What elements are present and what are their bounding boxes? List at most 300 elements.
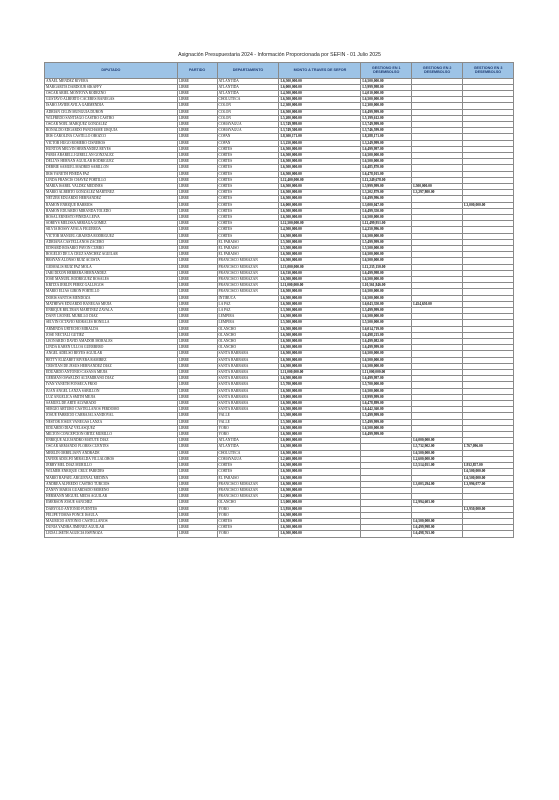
desembolso-1-cell: L6,500,000.00 [361, 295, 412, 301]
desembolso-2-cell: L6,500,000.00 [412, 450, 463, 456]
desembolso-1-cell: L3,499,999.00 [361, 308, 412, 314]
departamento-cell: COLON [217, 109, 279, 115]
partido-cell: LIBRE [177, 177, 217, 183]
departamento-cell: FRANCISCO MORAZAN [217, 264, 279, 270]
partido-cell: LIBRE [177, 357, 217, 363]
departamento-cell: CORTES [217, 171, 279, 177]
partido-cell: LIBRE [177, 463, 217, 469]
monto-cell: L6,500,000.00 [279, 450, 361, 456]
partido-cell: LIBRE [177, 146, 217, 152]
diputado-cell: DORIS SANTOS MENDOZA [45, 295, 178, 301]
desembolso-1-cell: L6,485,870.00 [361, 165, 412, 171]
partido-cell: LIBRE [177, 140, 217, 146]
departamento-cell: CORTES [217, 463, 279, 469]
monto-cell: L6,500,000.00 [279, 339, 361, 345]
departamento-cell: YORO [217, 531, 279, 537]
diputado-cell: VICTOR MANUEL GRAJEDA RODRIGUEZ [45, 233, 178, 239]
diputado-cell: EMERSON JOSUE SANCHEZ [45, 500, 178, 506]
monto-cell: L5,500,000.00 [279, 413, 361, 419]
monto-cell: L6,500,000.00 [279, 301, 361, 307]
diputado-cell: BRAYAN ALONSO RUIZ ACOSTA [45, 258, 178, 264]
monto-cell: L6,500,000.00 [279, 469, 361, 475]
monto-cell: L6,500,000.00 [279, 531, 361, 537]
desembolso-1-cell: L11,000,000.00 [361, 370, 412, 376]
departamento-cell: LEMPIRA [217, 320, 279, 326]
monto-cell: L6,500,000.00 [279, 208, 361, 214]
table-row [45, 531, 514, 537]
diputado-cell: SAMUEL DE ARTE ALVARADO [45, 401, 178, 407]
desembolso-1-cell: L6,500,000.00 [361, 351, 412, 357]
desembolso-3-cell: L3,996,077.00 [463, 481, 514, 487]
desembolso-1-cell: L5,999,999.00 [361, 183, 412, 189]
diputado-cell: SILVIA ROSSY AYALA FIGUEROA [45, 227, 178, 233]
partido-cell: LIBRE [177, 190, 217, 196]
monto-cell: L5,700,000.00 [279, 382, 361, 388]
diputado-cell: KRITZA JERLIN PEREZ GALLEGOS [45, 283, 178, 289]
monto-cell: L6,500,000.00 [279, 183, 361, 189]
partido-cell: LIBRE [177, 345, 217, 351]
monto-cell: L8,300,171.00 [279, 134, 361, 140]
desembolso-3-cell: L6,500,000.00 [463, 469, 514, 475]
diputado-cell: ENRIQUE ALEJANDRO MATUTE DIAZ [45, 438, 178, 444]
partido-cell: LIBRE [177, 370, 217, 376]
monto-cell: L6,500,000.00 [279, 152, 361, 158]
departamento-cell: CORTES [217, 518, 279, 524]
diputado-cell: NESTOR JOSUE VANEGAS LANZA [45, 419, 178, 425]
diputado-cell: DARYOLO ANTONIO FUENTES [45, 506, 178, 512]
partido-cell: LIBRE [177, 128, 217, 134]
partido-cell: LIBRE [177, 258, 217, 264]
monto-cell: L6,500,000.00 [279, 190, 361, 196]
monto-cell: L12,500,000.00 [279, 221, 361, 227]
monto-cell: L6,500,000.00 [279, 146, 361, 152]
partido-cell: LIBRE [177, 295, 217, 301]
desembolso-2-cell: L6,500,000.00 [412, 518, 463, 524]
monto-cell: L6,500,000.00 [279, 258, 361, 264]
header-desembolso-2: GESTIONO EN 2 DESEMBOLSO [412, 63, 463, 79]
desembolso-2-cell: L3,003,294.00 [412, 481, 463, 487]
desembolso-1-cell: L6,500,000.00 [361, 289, 412, 295]
monto-cell: L5,500,000.00 [279, 245, 361, 251]
departamento-cell: FRANCISCO MORAZAN [217, 289, 279, 295]
desembolso-1-cell: L6,499,997.00 [361, 376, 412, 382]
partido-cell: LIBRE [177, 506, 217, 512]
departamento-cell: CORTES [217, 233, 279, 239]
departamento-cell: CORTES [217, 190, 279, 196]
diputado-cell: DELLYS HERNAN AGUILAR RODRIGUEZ [45, 159, 178, 165]
departamento-cell: INTIBUCA [217, 295, 279, 301]
monto-cell: L6,500,000.00 [279, 376, 361, 382]
departamento-cell: CORTES [217, 202, 279, 208]
departamento-cell: CORTES [217, 196, 279, 202]
monto-cell: L6,500,000.00 [279, 475, 361, 481]
diputado-cell: MAURICIO ANTONIO CASTELLANOS [45, 518, 178, 524]
diputado-cell: DANY LEONEL MURILLO DIAZ [45, 314, 178, 320]
departamento-cell: OLANCHO [217, 345, 279, 351]
partido-cell: LIBRE [177, 363, 217, 369]
monto-cell: L6,500,000.00 [279, 314, 361, 320]
desembolso-1-cell: L5,700,000.00 [361, 382, 412, 388]
diputado-cell: ENRIQUE BELTRAN MARTINEZ ZAVALA [45, 308, 178, 314]
diputado-cell: IRIS YANETH PINEDA PAZ [45, 171, 178, 177]
diputado-cell: VICTOR HUGO ROMERO CISNEROS [45, 140, 178, 146]
monto-cell: L6,500,000.00 [279, 487, 361, 493]
diputado-cell: HERMANN MIGUEL MEDA AGUILAR [45, 494, 178, 500]
partido-cell: LIBRE [177, 438, 217, 444]
desembolso-2-cell: L2,600,000.00 [412, 456, 463, 462]
desembolso-1-cell: L2,300,000.00 [361, 103, 412, 109]
diputado-cell: MARIO ELIAS GIRON PORTILLO [45, 289, 178, 295]
header-monto: MONTO A TRAVES DE SEFOR [279, 63, 361, 79]
partido-cell: LIBRE [177, 376, 217, 382]
diputado-cell: WILMER ENRIQUE CRUZ PAREDES [45, 469, 178, 475]
partido-cell: LIBRE [177, 159, 217, 165]
departamento-cell: SANTA BARBARA [217, 407, 279, 413]
departamento-cell: COMAYAGUA [217, 121, 279, 127]
monto-cell: L2,000,000.00 [279, 494, 361, 500]
partido-cell: LIBRE [177, 134, 217, 140]
diputado-cell: ANGEL ADELSO REYES AGUILAR [45, 351, 178, 357]
desembolso-1-cell: L6,500,000.00 [361, 388, 412, 394]
partido-cell: LIBRE [177, 221, 217, 227]
departamento-cell: CORTES [217, 165, 279, 171]
monto-cell: L2,300,000.00 [279, 103, 361, 109]
diputado-cell: FABIA ABARELLI GIRELLAN GONZALEZ [45, 152, 178, 158]
monto-cell: L9,000,000.00 [279, 394, 361, 400]
desembolso-3-cell: L767,096.00 [463, 444, 514, 450]
monto-cell: L6,500,000.00 [279, 407, 361, 413]
monto-cell: L6,500,000.00 [279, 78, 361, 84]
desembolso-1-cell: L6,442,360.00 [361, 407, 412, 413]
desembolso-1-cell: L6,500,000.00 [361, 277, 412, 283]
departamento-cell: OLANCHO [217, 339, 279, 345]
partido-cell: LIBRE [177, 419, 217, 425]
diputado-cell: SOBEYS MELISSA ARRIAGA GOMEZ [45, 221, 178, 227]
diputado-cell: ROGELIO DE LA CRUZ SANCHEZ AGUILAR [45, 252, 178, 258]
desembolso-1-cell: L6,500,000.00 [361, 97, 412, 103]
table-body [45, 78, 514, 537]
desembolso-1-cell: L6,499,998.00 [361, 270, 412, 276]
departamento-cell: CHOLUTECA [217, 450, 279, 456]
diputado-cell: MATHEWS EDUARDO BANEGAS MEJIA [45, 301, 178, 307]
departamento-cell: ATLANTIDA [217, 90, 279, 96]
desembolso-1-cell: L6,499,999.00 [361, 109, 412, 115]
partido-cell: LIBRE [177, 339, 217, 345]
partido-cell: LIBRE [177, 320, 217, 326]
partido-cell: LIBRE [177, 487, 217, 493]
departamento-cell: FRANCISCO MORAZAN [217, 481, 279, 487]
desembolso-2-cell: L6,498,763.00 [412, 531, 463, 537]
diputado-cell: FELIPE TOMAS PONCE ISAULA [45, 512, 178, 518]
monto-cell: L6,500,000.00 [279, 432, 361, 438]
monto-cell: L6,500,000.00 [279, 444, 361, 450]
desembolso-3-cell: L932,857.00 [463, 463, 514, 469]
partido-cell: LIBRE [177, 227, 217, 233]
departamento-cell: OLANCHO [217, 326, 279, 332]
desembolso-1-cell: L5,500,000.00 [361, 320, 412, 326]
monto-cell: L6,500,000.00 [279, 97, 361, 103]
desembolso-1-cell: L6,500,000.00 [361, 159, 412, 165]
diputado-cell: ZANNY MARIA GUARDADO MORENO [45, 487, 178, 493]
monto-cell: L6,500,000.00 [279, 518, 361, 524]
departamento-cell: YORO [217, 425, 279, 431]
partido-cell: LIBRE [177, 289, 217, 295]
departamento-cell: YORO [217, 432, 279, 438]
partido-cell: LIBRE [177, 525, 217, 531]
partido-cell: LIBRE [177, 233, 217, 239]
departamento-cell: FRANCISCO MORAZAN [217, 487, 279, 493]
partido-cell: LIBRE [177, 518, 217, 524]
desembolso-1-cell: L6,499,999.00 [361, 432, 412, 438]
partido-cell: LIBRE [177, 208, 217, 214]
departamento-cell: CORTES [217, 208, 279, 214]
partido-cell: LIBRE [177, 97, 217, 103]
departamento-cell: EL PARAISO [217, 245, 279, 251]
desembolso-1-cell: L4,010,000.00 [361, 90, 412, 96]
diputado-cell: OSCAR ARIEL MONTOYA RODEZNO [45, 90, 178, 96]
monto-cell: L5,500,000.00 [279, 320, 361, 326]
diputado-cell: JAVIER ADOLFO MIRALDA VILLALOBOS [45, 456, 178, 462]
diputado-cell: GUSTAVO ALBERTO CACERES BANEGAS [45, 97, 178, 103]
desembolso-1-cell: L6,498,215.00 [361, 332, 412, 338]
partido-cell: LIBRE [177, 469, 217, 475]
diputado-cell: SELVIN OCTAVIO MORALES BONILLA [45, 320, 178, 326]
monto-cell: L12,400,000.00 [279, 177, 361, 183]
partido-cell: LIBRE [177, 382, 217, 388]
diputado-cell: NETZER EDUARDO HERNANDEZ [45, 196, 178, 202]
partido-cell: LIBRE [177, 481, 217, 487]
departamento-cell: CORTES [217, 152, 279, 158]
desembolso-1-cell: L10,561,846.00 [361, 283, 412, 289]
monto-cell: L5,200,000.00 [279, 115, 361, 121]
diputado-cell: DEBBIE SAMUEL MADRID SABILLON [45, 165, 178, 171]
partido-cell: LIBRE [177, 165, 217, 171]
monto-cell: L6,500,000.00 [279, 351, 361, 357]
monto-cell: L6,500,000.00 [279, 425, 361, 431]
departamento-cell: COPAN [217, 140, 279, 146]
partido-cell: LIBRE [177, 152, 217, 158]
monto-cell: L6,500,000.00 [279, 233, 361, 239]
partido-cell: LIBRE [177, 78, 217, 84]
desembolso-1-cell: L6,478,015.00 [361, 171, 412, 177]
diputado-cell: EDWARD ROSARIO PAVON CURRO [45, 245, 178, 251]
departamento-cell: COMAYAGUA [217, 456, 279, 462]
partido-cell: LIBRE [177, 277, 217, 283]
departamento-cell: SANTA BARBARA [217, 363, 279, 369]
departamento-cell: FRANCISCO MORAZAN [217, 277, 279, 283]
monto-cell: L6,500,000.00 [279, 345, 361, 351]
departamento-cell: COLON [217, 103, 279, 109]
monto-cell: L6,500,000.00 [279, 252, 361, 258]
desembolso-1-cell: L6,500,000.00 [361, 78, 412, 84]
departamento-cell: SANTA BARBARA [217, 351, 279, 357]
monto-cell: L4,500,000.00 [279, 227, 361, 233]
monto-cell: L6,500,000.00 [279, 165, 361, 171]
departamento-cell: EL PARAISO [217, 252, 279, 258]
monto-cell: L6,500,000.00 [279, 295, 361, 301]
monto-cell: L6,000,000.00 [279, 202, 361, 208]
diputado-cell: SERGIO ARTURO CASTELLANOS PERDOMO [45, 407, 178, 413]
monto-cell: L11,000,000.00 [279, 283, 361, 289]
departamento-cell: CORTES [217, 221, 279, 227]
desembolso-1-cell: L5,499,999.00 [361, 239, 412, 245]
diputado-cell: RAMON EDUARDO MIRANDA TOLEDO [45, 208, 178, 214]
partido-cell: LIBRE [177, 214, 217, 220]
desembolso-1-cell: L3,000,047.00 [361, 202, 412, 208]
diputado-cell: BETTY ELIZABET RIVERA RAMIREZ [45, 357, 178, 363]
partido-cell: LIBRE [177, 475, 217, 481]
partido-cell: LIBRE [177, 103, 217, 109]
desembolso-2-cell: L6,000,000.00 [412, 438, 463, 444]
departamento-cell: CHOLUTECA [217, 97, 279, 103]
departamento-cell: CORTES [217, 227, 279, 233]
partido-cell: LIBRE [177, 456, 217, 462]
partido-cell: LIBRE [177, 245, 217, 251]
departamento-cell: CORTES [217, 214, 279, 220]
desembolso-1-cell: L6,499,996.00 [361, 196, 412, 202]
diputado-cell: GIOMALIS RUIZ PAZ MOLA [45, 264, 178, 270]
partido-cell: LIBRE [177, 512, 217, 518]
diputado-cell: ADRIAN CELIN MUNGUIA DUBON [45, 109, 178, 115]
departamento-cell: ATLANTIDA [217, 444, 279, 450]
diputado-cell: CRISTIAN DE JESUS HERNANDEZ DIAZ [45, 363, 178, 369]
departamento-cell: CORTES [217, 146, 279, 152]
diputado-cell: ANAEL MENDEZ RIVERA [45, 78, 178, 84]
desembolso-1-cell: L6,499,999.00 [361, 345, 412, 351]
diputado-cell: JUAN ANGEL LANZA SABILLON [45, 388, 178, 394]
diputado-cell: DUNIA YADIRA JIMENEZ AGUILAR [45, 525, 178, 531]
monto-cell: L3,749,500.00 [279, 128, 361, 134]
departamento-cell: CORTES [217, 159, 279, 165]
departamento-cell: ATLANTIDA [217, 438, 279, 444]
desembolso-1-cell: L3,249,999.00 [361, 140, 412, 146]
partido-cell: LIBRE [177, 332, 217, 338]
desembolso-1-cell: L6,043,350.00 [361, 301, 412, 307]
partido-cell: LIBRE [177, 109, 217, 115]
monto-cell: L3,500,000.00 [279, 308, 361, 314]
header-departamento: DEPARTAMENTO [217, 63, 279, 79]
partido-cell: LIBRE [177, 394, 217, 400]
desembolso-2-cell: L6,499,998.00 [412, 525, 463, 531]
departamento-cell: SANTA BARBARA [217, 370, 279, 376]
desembolso-2-cell: L500,000.00 [412, 183, 463, 189]
desembolso-1-cell: L6,014,719.00 [361, 326, 412, 332]
desembolso-1-cell: L6,500,000.00 [361, 314, 412, 320]
departamento-cell: CORTES [217, 525, 279, 531]
departamento-cell: OLANCHO [217, 500, 279, 506]
monto-cell: L6,500,000.00 [279, 326, 361, 332]
diputado-cell: ROSAL ERNESTO PINEDA LEIVA [45, 214, 178, 220]
partido-cell: LIBRE [177, 351, 217, 357]
desembolso-1-cell: L12,249,678.00 [361, 177, 412, 183]
departamento-cell: ATLANTIDA [217, 78, 279, 84]
monto-cell: L3,950,000.00 [279, 506, 361, 512]
diputado-cell: WILFREDO SANTIAGO CASTRO CASTRO [45, 115, 178, 121]
monto-cell: L4,500,000.00 [279, 90, 361, 96]
desembolso-1-cell: L8,288,171.00 [361, 134, 412, 140]
desembolso-2-cell: L3,297,800.00 [412, 190, 463, 196]
desembolso-2-cell: L2,994,603.00 [412, 500, 463, 506]
departamento-cell: SANTA BARBARA [217, 376, 279, 382]
monto-cell: L6,500,000.00 [279, 525, 361, 531]
diputado-cell: MARIO RAFAEL ARGUENAL MEDINA [45, 475, 178, 481]
desembolso-1-cell: L5,199,612.00 [361, 115, 412, 121]
desembolso-1-cell: L3,749,999.00 [361, 121, 412, 127]
partido-cell: LIBRE [177, 326, 217, 332]
desembolso-1-cell: L4,250,996.00 [361, 227, 412, 233]
departamento-cell: COLON [217, 115, 279, 121]
partido-cell: LIBRE [177, 264, 217, 270]
desembolso-1-cell: L6,500,000.00 [361, 152, 412, 158]
diputado-cell: RAMON ENRIQUE BARRIOS [45, 202, 178, 208]
partido-cell: LIBRE [177, 314, 217, 320]
diputado-cell: OSCAR ARMANDO FLORES CUENTES [45, 444, 178, 450]
monto-cell: L5,500,000.00 [279, 419, 361, 425]
diputado-cell: MARGARITA DABDOUB SIKAFFY [45, 84, 178, 90]
departamento-cell: SANTA BARBARA [217, 382, 279, 388]
diputado-cell: EDUARDO DIAZ VELASQUEZ [45, 425, 178, 431]
desembolso-1-cell: L8,999,999.00 [361, 394, 412, 400]
diputado-cell: JOSUE FABRICIO CARBAJAL SANDOVAL [45, 413, 178, 419]
monto-cell: L6,500,000.00 [279, 214, 361, 220]
partido-cell: LIBRE [177, 84, 217, 90]
departamento-cell: SANTA BARBARA [217, 388, 279, 394]
departamento-cell: SANTA BARBARA [217, 394, 279, 400]
diputado-cell: IRIS CAROLINA CASTILLO OROZCO [45, 134, 178, 140]
partido-cell: LIBRE [177, 90, 217, 96]
desembolso-1-cell [361, 531, 412, 537]
diputado-cell: HUNTON MELVIN HERNANDEZ REYES [45, 146, 178, 152]
departamento-cell: SANTA BARBARA [217, 401, 279, 407]
partido-cell: LIBRE [177, 444, 217, 450]
partido-cell: LIBRE [177, 239, 217, 245]
desembolso-3-cell: L3,000,000.00 [463, 202, 514, 208]
departamento-cell: YORO [217, 512, 279, 518]
partido-cell: LIBRE [177, 308, 217, 314]
diputado-cell: JARI DIXON HERRERA HERNANDEZ [45, 270, 178, 276]
departamento-cell: EL PARAISO [217, 239, 279, 245]
monto-cell: L6,500,000.00 [279, 481, 361, 487]
desembolso-1-cell: L3,746,599.00 [361, 128, 412, 134]
desembolso-2-cell: L5,514,051.00 [412, 463, 463, 469]
partido-cell: LIBRE [177, 202, 217, 208]
partido-cell: LIBRE [177, 183, 217, 189]
diputado-cell: JOSE MANUEL RODRIGUEZ ROSALES [45, 277, 178, 283]
desembolso-1-cell: L5,500,000.00 [361, 245, 412, 251]
diputado-cell: IVAN YANETH FONSECA FROO [45, 382, 178, 388]
desembolso-2-cell: L454,650.00 [412, 301, 463, 307]
partido-cell: LIBRE [177, 494, 217, 500]
partido-cell: LIBRE [177, 121, 217, 127]
desembolso-1-cell: L5,499,999.00 [361, 419, 412, 425]
partido-cell: LIBRE [177, 531, 217, 537]
diputado-cell: LINDA FRANCIS CHAVEZ PORTILLO [45, 177, 178, 183]
desembolso-1-cell: L12,235,150.00 [361, 264, 412, 270]
monto-cell: L6,500,000.00 [279, 388, 361, 394]
monto-cell: L6,500,000.00 [279, 512, 361, 518]
header-diputado: DIPUTADO [45, 63, 178, 79]
desembolso-1-cell: L6,500,000.00 [361, 214, 412, 220]
header-partido: PARTIDO [177, 63, 217, 79]
diputado-cell: MARIO ALBERTO GONZALEZ MARTINEZ [45, 190, 178, 196]
desembolso-1-cell: L6,500,000.00 [361, 233, 412, 239]
desembolso-1-cell: L5,999,998.00 [361, 84, 412, 90]
monto-cell: L6,000,000.00 [279, 84, 361, 90]
diputado-cell: MERLIN ORBELIANY ANDRADE [45, 450, 178, 456]
desembolso-3-cell: L3,950,000.00 [463, 506, 514, 512]
monto-cell: L6,500,000.00 [279, 109, 361, 115]
monto-cell: L5,500,000.00 [279, 239, 361, 245]
